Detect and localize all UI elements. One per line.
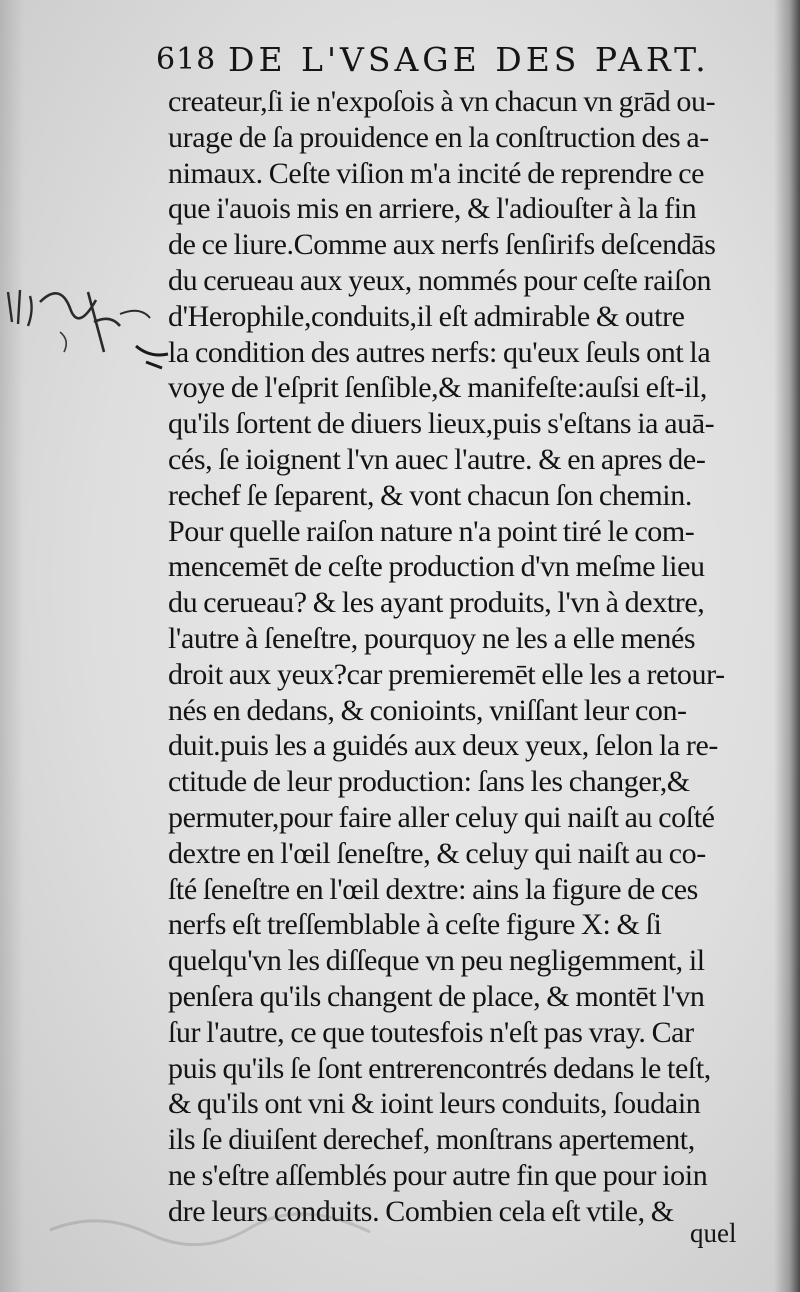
text-line: mencemēt de ceſte production d'vn meſme lieu [168,550,705,584]
text-line: ils ſe diuiſent derechef, monſtrans apertement, [168,1123,695,1157]
text-line: dre leurs conduits. Combien cela eſt vtile, & [168,1194,674,1228]
text-line: voye de l'eſprit ſenſible,& manifeſte:auſsi eſt-il, [168,371,708,405]
text-line: l'autre à ſeneſtre, pourquoy ne les a elle menés [168,621,696,655]
folio-number: 618 [156,42,217,77]
body-text [168,84,772,1230]
running-head: DE L'VSAGE DES PART. [228,40,710,79]
text-line: Pour quelle raiſon nature n'a point tiré le com- [168,514,695,548]
text-line: rechef ſe ſeparent, & vont chacun ſon chemin. [168,478,692,512]
text-line: & qu'ils ont vni & ioint leurs conduits, ſoudain [168,1087,701,1121]
text-line: urage de ſa prouidence en la conſtruction des a- [168,120,709,154]
text-line: du cerueau aux yeux, nommés pour ceſte raiſon [168,263,712,297]
text-line: qu'ils ſortent de diuers lieux,puis s'eſtans ia auā- [168,407,715,441]
text-line: dextre en l'œil ſeneſtre, & celuy qui naiſt au co- [168,836,706,870]
page-header [156,36,716,86]
text-line: ſté ſeneſtre en l'œil dextre: ains la figure de ces [168,872,698,906]
text-line: d'Herophile,conduits,il eſt admirable & outre [168,299,685,333]
text-line: de ce liure.Comme aux nerfs ſenſirifs deſcendās [168,228,716,262]
text-line: la condition des autres nerfs: qu'eux ſeuls ont la [168,335,711,369]
text-line: ctitude de leur production: ſans les changer,& [168,765,690,799]
gutter-shadow [774,0,800,1292]
text-line: puis qu'ils ſe ſont entrerencontrés dedans le teſt, [168,1051,711,1085]
text-line: ne s'eſtre aſſemblés pour autre fin que pour ioin [168,1158,708,1192]
show-through-bleed [40,1200,380,1260]
text-line: droit aux yeux?car premieremēt elle les a retour- [168,657,725,691]
text-line: nerfs eſt treſſemblable à ceſte figure X: & ſi [168,908,662,942]
handwritten-marginalia [0,262,172,382]
text-line: permuter,pour faire aller celuy qui naiſt au coſté [168,800,715,834]
text-line: ſur l'autre, ce que toutesfois n'eſt pas vray. Car [168,1015,694,1049]
catchword: quel [690,1218,737,1248]
page-left-edge [0,0,24,1292]
text-line: nés en dedans, & conioints, vniſſant leur con- [168,693,687,727]
text-line: duit.puis les a guidés aux deux yeux, ſelon la re- [168,729,719,763]
text-line: penſera qu'ils changent de place, & montēt l'vn [168,979,705,1013]
text-line: createur,ſi ie n'expoſois à vn chacun vn grād ou- [168,85,716,118]
text-line: quelqu'vn les diſſeque vn peu negligemment, il [168,944,705,978]
text-line: du cerueau? & les ayant produits, l'vn à dextre, [168,586,705,620]
text-line: cés, ſe ioignent l'vn auec l'autre. & en apres de- [168,442,706,476]
text-line: que i'auois mis en arriere, & l'adiouſter à la fin [168,192,697,226]
text-line: nimaux. Ceſte viſion m'a incité de reprendre ce [168,156,705,190]
